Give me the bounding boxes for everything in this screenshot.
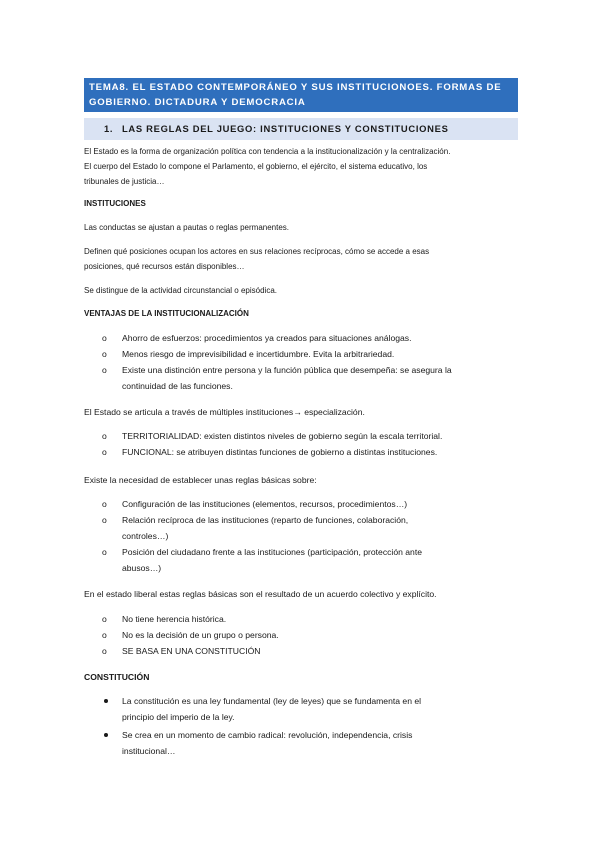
section-heading xyxy=(84,118,518,140)
list-item: SE BASA EN UNA CONSTITUCIÓN xyxy=(122,646,261,656)
section-number: 1. xyxy=(104,123,114,134)
bullet-marker: o xyxy=(102,614,107,624)
instituciones-paragraph: Se distingue de la actividad circunstancial o episódica. xyxy=(84,286,278,295)
constitucion-heading: CONSTITUCIÓN xyxy=(84,672,150,682)
list-item: La constitución es una ley fundamental (ley de leyes) que se fundamenta en el xyxy=(122,696,422,706)
list-item-continuation: abusos…) xyxy=(122,563,162,573)
title-line: GOBIERNO. DICTADURA Y DEMOCRACIA xyxy=(89,97,306,108)
list-item: Posición del ciudadano frente a las instituciones (participación, protección ante xyxy=(122,547,423,557)
bullet-marker: o xyxy=(102,447,107,457)
bullet-marker: o xyxy=(102,646,107,656)
intro-line: El cuerpo del Estado lo compone el Parlamento, el gobierno, el ejército, el sistema educativo, los xyxy=(84,162,428,171)
list-item-continuation: institucional… xyxy=(122,746,176,756)
list-item: TERRITORIALIDAD: existen distintos niveles de gobierno según la escala territorial. xyxy=(122,431,443,441)
articula-paragraph: El Estado se articula a través de múltiples instituciones→ especialización. xyxy=(84,407,365,417)
ventajas-heading: VENTAJAS DE LA INSTITUCIONALIZACIÓN xyxy=(84,309,249,318)
list-item: Relación recíproca de las instituciones (reparto de funciones, colaboración, xyxy=(122,515,409,525)
instituciones-paragraph: Las conductas se ajustan a pautas o reglas permanentes. xyxy=(84,223,290,232)
list-item: FUNCIONAL: se atribuyen distintas funciones de gobierno a distintas instituciones. xyxy=(122,447,438,457)
bullet-marker: o xyxy=(102,365,107,375)
list-item: Menos riesgo de imprevisibilidad e incertidumbre. Evita la arbitrariedad. xyxy=(122,349,395,359)
list-item: Ahorro de esfuerzos: procedimientos ya creados para situaciones análogas. xyxy=(122,333,412,343)
bullet-marker: o xyxy=(102,630,107,640)
bullet-marker: o xyxy=(102,333,107,343)
liberal-paragraph: En el estado liberal estas reglas básicas son el resultado de un acuerdo colectivo y explícito. xyxy=(84,589,437,599)
instituciones-heading: INSTITUCIONES xyxy=(84,199,146,208)
instituciones-paragraph: Definen qué posiciones ocupan los actores en sus relaciones recíprocas, cómo se accede a esas xyxy=(84,247,430,256)
list-item: Configuración de las instituciones (elementos, recursos, procedimientos…) xyxy=(122,499,408,509)
reglas-paragraph: Existe la necesidad de establecer unas reglas básicas sobre: xyxy=(84,475,317,485)
bullet-marker: o xyxy=(102,499,107,509)
list-item-continuation: principio del imperio de la ley. xyxy=(122,712,235,722)
bullet-marker: o xyxy=(102,349,107,359)
intro-line: tribunales de justicia… xyxy=(84,177,165,186)
bullet-marker: o xyxy=(102,431,107,441)
document-title xyxy=(84,78,518,112)
intro-line: El Estado es la forma de organización política con tendencia a la institucionalización y la centralización. xyxy=(84,147,451,156)
title-line: TEMA8. EL ESTADO CONTEMPORÁNEO Y SUS INSTITUCIONOES. FORMAS DE xyxy=(89,82,502,93)
list-item: No es la decisión de un grupo o persona. xyxy=(122,630,279,640)
bullet-marker: o xyxy=(102,547,107,557)
list-item-continuation: continuidad de las funciones. xyxy=(122,381,233,391)
section-title: LAS REGLAS DEL JUEGO: INSTITUCIONES Y CONSTITUCIONES xyxy=(122,123,449,134)
bullet-dot-icon xyxy=(104,733,108,737)
list-item: Existe una distinción entre persona y la función pública que desempeña: se asegura la xyxy=(122,365,452,375)
list-item-continuation: controles…) xyxy=(122,531,169,541)
bullet-marker: o xyxy=(102,515,107,525)
list-item: No tiene herencia histórica. xyxy=(122,614,227,624)
bullet-dot-icon xyxy=(104,699,108,703)
list-item: Se crea en un momento de cambio radical: revolución, independencia, crisis xyxy=(122,730,413,740)
instituciones-paragraph: posiciones, qué recursos están disponibles… xyxy=(84,262,245,271)
